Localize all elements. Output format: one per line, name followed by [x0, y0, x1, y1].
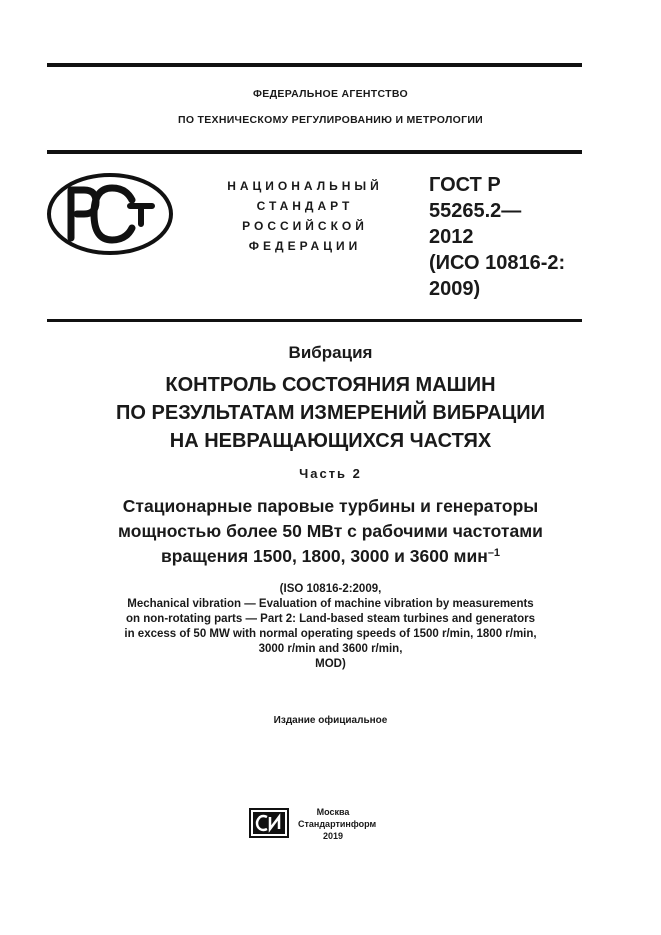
- subtitle-line1: Стационарные паровые турбины и генераторы: [122, 496, 539, 516]
- designation-line4: (ИСО 10816-2:: [429, 252, 566, 274]
- iso-reference: [0, 582, 661, 672]
- designation-line2: 55265.2—: [429, 200, 522, 222]
- designation-line1: ГОСТ Р: [429, 174, 501, 196]
- publisher-city: Москва: [316, 807, 350, 817]
- standartinform-logo-icon: [249, 808, 289, 838]
- subtitle-superscript: –1: [487, 547, 501, 559]
- standard-designation: [429, 172, 599, 302]
- header-rule: [47, 150, 582, 154]
- standard-type-line3: РОССИЙСКОЙ: [242, 219, 368, 233]
- subtitle-line3: [0, 544, 661, 569]
- edition-label: Издание официальное: [273, 715, 388, 726]
- publisher-info: [298, 806, 377, 842]
- iso-line3: on non-rotating parts — Part 2: Land-based steam turbines and generators: [126, 613, 535, 625]
- subtitle: [0, 494, 661, 569]
- main-title-line2: ПО РЕЗУЛЬТАТАМ ИЗМЕРЕНИЙ ВИБРАЦИИ: [116, 402, 545, 424]
- standard-type-line2: СТАНДАРТ: [256, 199, 354, 213]
- iso-line1: (ISO 10816-2:2009,: [279, 583, 382, 595]
- main-title-line1: КОНТРОЛЬ СОСТОЯНИЯ МАШИН: [165, 374, 496, 396]
- subtitle-line2: мощностью более 50 МВт с рабочими частотами: [118, 521, 543, 541]
- iso-line5: 3000 r/min and 3600 r/min,: [258, 643, 403, 655]
- main-title-line3: НА НЕВРАЩАЮЩИХСЯ ЧАСТЯХ: [169, 430, 492, 452]
- topic-heading: Вибрация: [288, 343, 373, 362]
- publisher-year: 2019: [322, 831, 344, 841]
- iso-line2: Mechanical vibration — Evaluation of machine vibration by measurements: [127, 598, 534, 610]
- designation-line3: 2012: [429, 226, 474, 248]
- standard-type-line4: ФЕДЕРАЦИИ: [248, 239, 362, 253]
- main-title: [0, 371, 661, 455]
- part-label: Часть 2: [299, 466, 362, 481]
- rst-certification-logo-icon: [46, 172, 174, 256]
- top-rule: [47, 63, 582, 67]
- subtitle-line3-text: вращения 1500, 1800, 3000 и 3600 мин: [160, 546, 488, 566]
- standard-type-line1: НАЦИОНАЛЬНЫЙ: [227, 179, 383, 193]
- designation-line5: 2009): [429, 278, 481, 300]
- publisher-name: Стандартинформ: [298, 819, 377, 829]
- agency-name-line2: ПО ТЕХНИЧЕСКОМУ РЕГУЛИРОВАНИЮ И МЕТРОЛОГИИ: [177, 114, 484, 126]
- iso-line6: MOD): [315, 658, 346, 670]
- agency-name-line1: ФЕДЕРАЛЬНОЕ АГЕНТСТВО: [253, 88, 408, 100]
- title-rule: [47, 319, 582, 322]
- iso-line4: in excess of 50 MW with normal operating speeds of 1500 r/min, 1800 r/min,: [124, 628, 537, 640]
- standard-type: [200, 176, 410, 256]
